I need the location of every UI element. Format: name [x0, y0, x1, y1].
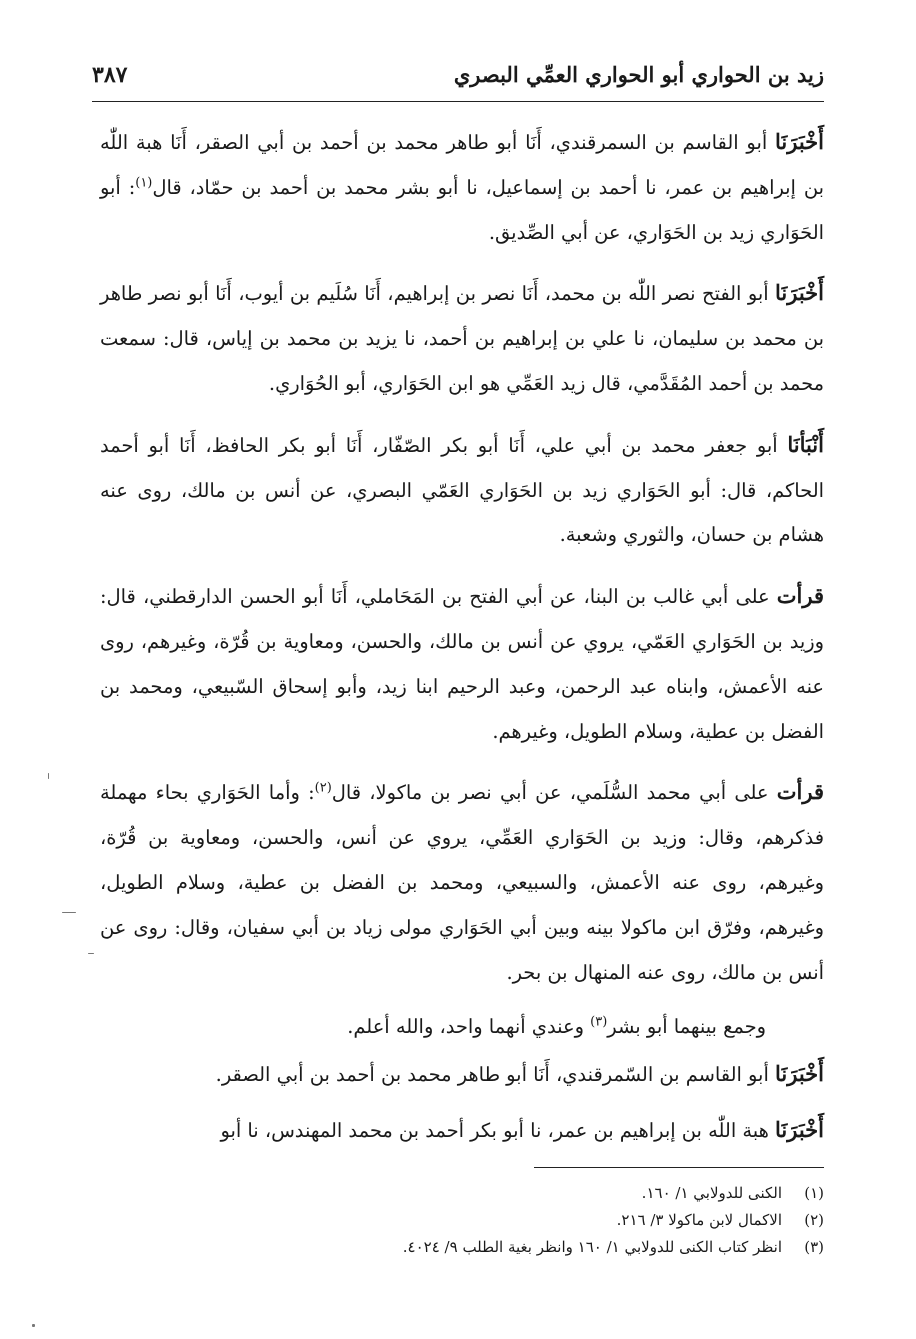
paragraph-5: [100, 770, 824, 995]
footnote-text: الكنى للدولابي ١/ ١٦٠.: [641, 1184, 782, 1202]
header-rule: [92, 101, 824, 102]
page-number: ٣٨٧: [92, 62, 128, 88]
paragraph-text: أبو القاسم بن السّمرقندي، أَنَا أبو طاهر محمد بن أحمد بن أبي الصقر.: [215, 1063, 776, 1087]
footnote-ref: (٢): [314, 780, 332, 796]
paragraph-text: : أبو الحَوَاري زيد بن الحَوَاري، عن أبي الصِّديق.: [100, 175, 824, 244]
footnote-text: انظر كتاب الكنى للدولابي ١/ ١٦٠ وانظر بغية الطلب ٩/ ٤٠٢٤.: [402, 1238, 782, 1256]
scan-mark: [32, 1324, 35, 1327]
narration-keyword: أَخْبَرَنَا: [775, 280, 824, 306]
paragraph-text: أبو الفتح نصر اللّٰه بن محمد، أَنَا نصر بن إبراهيم، أَنَا سُلَيم بن أيوب، أَنَا أبو نصر طاهر بن محمد بن سليمان، نا علي بن إبراهيم بن أحمد، نا يزيد بن محمد بن إياس، قال: سمعت محمد بن أحمد المُقَدَّمي، قال زيد العَمِّي هو ابن الحَوَاري، أبو الحُوَاري.: [100, 282, 824, 395]
footnote-ref: (٣): [590, 1014, 608, 1030]
footnote-rule: [534, 1167, 824, 1168]
narration-keyword: قرأت: [776, 583, 824, 609]
paragraph-2: [100, 271, 824, 406]
page-header: [92, 62, 824, 102]
footnote-3: [100, 1234, 824, 1261]
narration-keyword: أَخْبَرَنَا: [775, 1116, 824, 1142]
narration-keyword: أَخْبَرَنَا: [775, 1061, 824, 1087]
narration-keyword: قرأت: [776, 779, 824, 805]
scan-mark: [88, 953, 94, 954]
footnote-text: الاكمال لابن ماكولا ٣/ ٢١٦.: [616, 1211, 782, 1229]
footnote-2: [100, 1207, 824, 1234]
main-text: [100, 120, 824, 1170]
footnote-number: (٣): [804, 1238, 824, 1256]
footnote-number: (١): [804, 1184, 824, 1202]
footnote-1: [100, 1180, 824, 1207]
paragraph-8: [100, 1108, 824, 1154]
narration-keyword: أَنْبَأنَا: [787, 431, 824, 457]
paragraph-text: على أبي محمد السُّلَمي، عن أبي نصر بن ماكولا، قال: [331, 781, 777, 805]
narration-keyword: أَخْبَرَنَا: [775, 129, 824, 154]
paragraph-text: أبو جعفر محمد بن أبي علي، أَنَا أبو بكر الصّفّار، أَنَا أبو بكر الحافظ، أَنَا أبو أحمد الحاكم، قال: أبو الحَوَاري زيد بن الحَوَاري العَمّي البصري، عن أنس بن مالك، روى عنه هشام بن حسان، والثوري وشعبة.: [100, 433, 824, 547]
paragraph-6: [100, 1005, 824, 1050]
scan-mark: [62, 912, 76, 913]
running-title: زيد بن الحواري أبو الحواري العمِّي البصري: [453, 62, 824, 87]
paragraph-1: [100, 120, 824, 255]
paragraph-text: : وأما الحَوَاري بحاء مهملة فذكرهم، وقال: وزيد بن الحَوَاري العَمِّي، يروي عن أنس، والحسن، ومعاوية بن قُرّة، وغيرهم، روى عنه الأعمش، والسبيعي، ومحمد بن الفضل بن عطية، وسلام الطويل، وغيرهم، وفرّق ابن ماكولا بينه وبين أبي الحَوَاري مولى زياد بن أبي سفيان، وقال: روى عن أنس بن مالك، روى عنه المنهال بن بحر.: [100, 781, 824, 984]
paragraph-text: وعندي أنهما واحد، والله أعلم.: [347, 1015, 591, 1039]
paragraph-4: [100, 574, 824, 754]
paragraph-3: [100, 423, 824, 558]
paragraph-text: وجمع بينهما أبو بشر: [607, 1015, 766, 1039]
paragraph-text: هبة اللّٰه بن إبراهيم بن عمر، نا أبو بكر أحمد بن محمد المهندس، نا أبو: [220, 1118, 776, 1142]
paragraph-text: على أبي غالب بن البنا، عن أبي الفتح بن المَحَاملي، أَنَا أبو الحسن الدارقطني، قال: وزيد بن الحَوَاري العَمّي، يروي عن أنس بن مالك، والحسن، ومعاوية بن قُرّة، وغيرهم، روى عنه الأعمش، وابناه عبد الرحمن، وعبد الرحيم ابنا زيد، وأبو إسحاق السّبيعي، ومحمد بن الفضل بن عطية، وسلام الطويل، وغيرهم.: [100, 585, 824, 743]
paragraph-text: أبو القاسم بن السمرقندي، أَنَا أبو طاهر محمد بن أحمد بن أبي الصقر، أَنَا هبة اللّٰه بن إبراهيم بن عمر، نا أحمد بن إسماعيل، نا أبو بشر محمد بن أحمد بن حمّاد، قال: [100, 131, 824, 199]
footnote-ref: (١): [135, 175, 153, 191]
footnote-number: (٢): [804, 1211, 824, 1229]
paragraph-7: [100, 1052, 824, 1098]
footnotes: [100, 1180, 824, 1261]
scan-mark: [48, 773, 49, 779]
